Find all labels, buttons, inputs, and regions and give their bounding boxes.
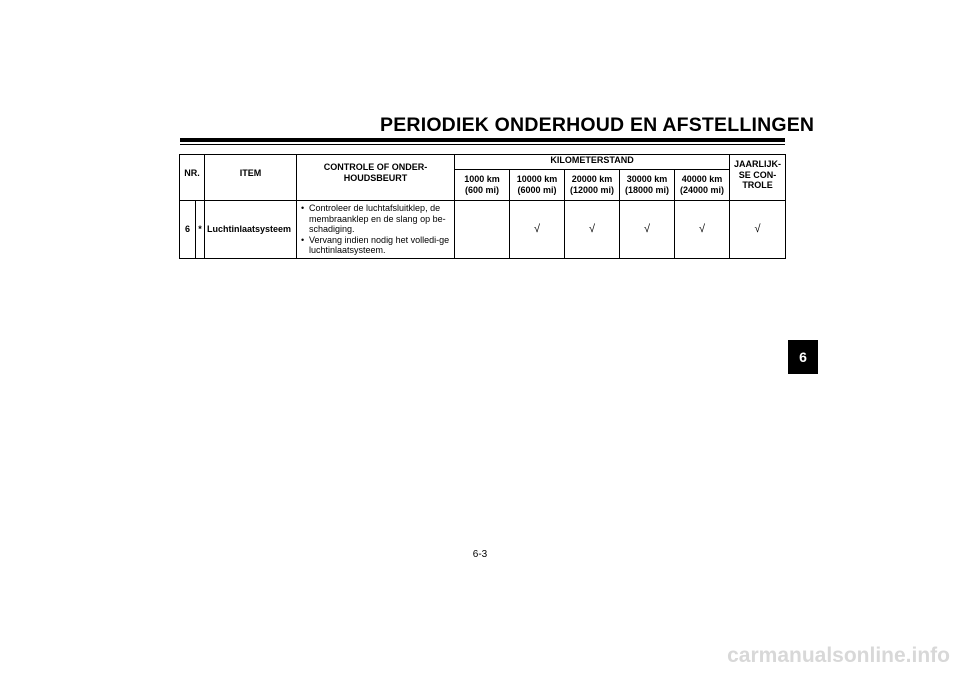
page-title: PERIODIEK ONDERHOUD EN AFSTELLINGEN [380,114,815,136]
header-control-text: CONTROLE OF ONDER-HOUDSBEURT [323,162,428,183]
km-value: 40000 km [681,174,723,184]
check-10000km: √ [510,201,565,259]
check-20000km: √ [565,201,620,259]
mi-value: (6000 mi) [517,184,557,195]
chapter-tab: 6 [788,340,818,374]
mi-value: (600 mi) [464,184,499,195]
maintenance-table [179,154,786,259]
title-rule [180,138,785,142]
km-value: 30000 km [626,174,668,184]
km-value: 20000 km [571,174,613,184]
row-nr: 6 [180,201,196,259]
header-yearly [730,155,786,201]
header-control [297,155,455,201]
header-km-5 [675,170,730,201]
header-km-1 [455,170,510,201]
mi-value: (18000 mi) [624,184,670,195]
check-30000km: √ [620,201,675,259]
table-row [180,201,786,259]
check-1000km [455,201,510,259]
watermark: carmanualsonline.info [727,644,950,667]
control-bullet: • Controleer de luchtafsluitklep, de membraanklep en de slang op be-schadiging. [301,203,450,235]
header-km-2 [510,170,565,201]
header-yearly-text: JAARLIJK-SE CON-TROLE [734,159,782,190]
title-rule-thin [180,144,785,145]
row-controls [297,201,455,259]
check-40000km: √ [675,201,730,259]
km-value: 1000 km [464,174,500,184]
header-kilometerstand: KILOMETERSTAND [455,155,730,170]
header-km-3 [565,170,620,201]
control-bullet: • Vervang indien nodig het volledi-ge luchtinlaatsysteem. [301,235,450,256]
header-item: ITEM [205,155,297,201]
mi-value: (12000 mi) [569,184,615,195]
header-nr: NR. [180,155,205,201]
row-item: Luchtinlaatsysteem [205,201,297,259]
page-number: 6-3 [472,549,488,560]
mi-value: (24000 mi) [680,184,725,195]
km-value: 10000 km [516,174,558,184]
header-km-4 [620,170,675,201]
row-star: * [196,201,205,259]
check-yearly: √ [730,201,786,259]
